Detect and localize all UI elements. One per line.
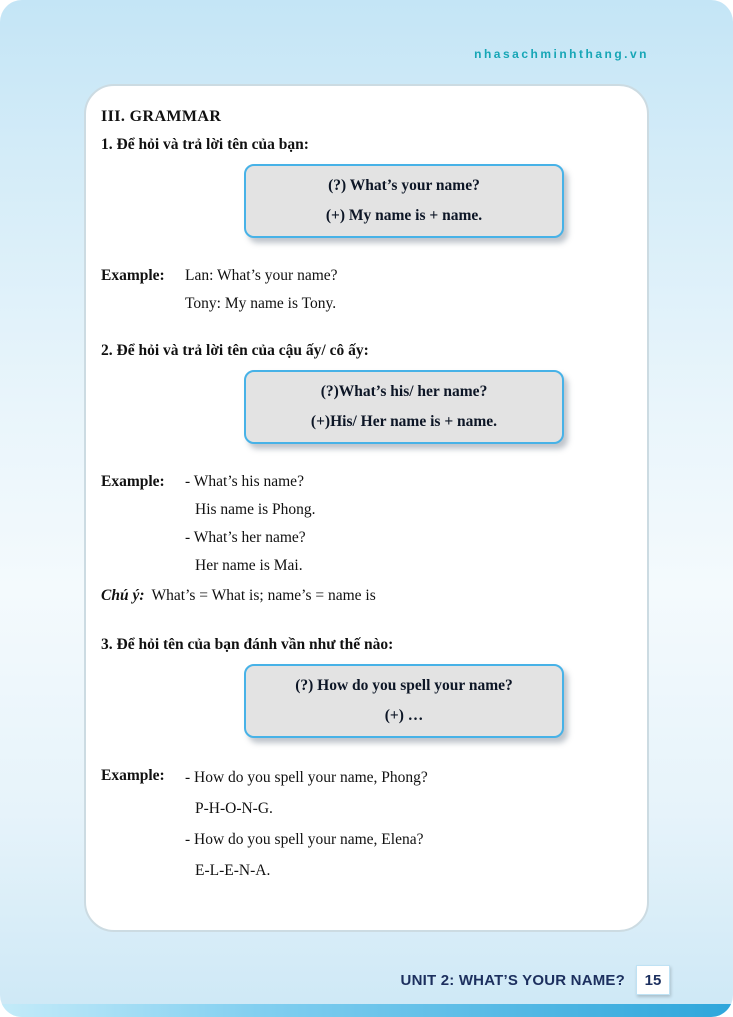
example-line: - What’s her name? (185, 529, 306, 546)
qa-box-3 (244, 664, 564, 738)
note (101, 584, 631, 608)
qa-box-1-question: (?) What’s your name? (328, 177, 480, 194)
example-line: P-H-O-N-G. (195, 800, 273, 817)
section-1-title: 1. Để hỏi và trả lời tên của bạn: (101, 136, 309, 153)
example-line: Lan: What’s your name? (185, 267, 338, 284)
grammar-heading: III. GRAMMAR (101, 108, 222, 125)
example-3-lines (185, 762, 428, 886)
example-3 (101, 762, 631, 886)
example-line: - How do you spell your name, Phong? (185, 769, 428, 786)
qa-box-2-answer: (+)His/ Her name is + name. (310, 413, 498, 430)
note-text: What’s = What is; name’s = name is (151, 587, 376, 604)
example-1-lines (185, 262, 338, 318)
section-2 (101, 342, 631, 608)
example-2-lines (185, 468, 316, 580)
example-1-label: Example: (101, 267, 165, 284)
qa-box-3-question: (?) How do you spell your name? (295, 677, 513, 694)
unit-title: UNIT 2: WHAT’S YOUR NAME? (400, 971, 625, 989)
example-line: - How do you spell your name, Elena? (185, 831, 424, 848)
page-footer (401, 965, 670, 995)
qa-box-1-answer: (+) My name is + name. (325, 207, 483, 224)
example-2 (101, 468, 631, 580)
example-1 (101, 262, 631, 318)
example-line: Tony: My name is Tony. (185, 295, 337, 312)
section-1 (101, 136, 631, 318)
page-number: 15 (636, 965, 670, 995)
qa-box-2 (244, 370, 564, 444)
example-line: Her name is Mai. (195, 557, 303, 574)
qa-box-1 (244, 164, 564, 238)
example-line: - What’s his name? (185, 473, 304, 490)
bottom-accent-bar (0, 1004, 733, 1017)
note-label: Chú ý: (101, 587, 145, 604)
example-2-label: Example: (101, 473, 165, 490)
qa-box-3-answer: (+) … (384, 707, 424, 724)
example-line: E-L-E-N-A. (195, 862, 271, 879)
example-line: His name is Phong. (195, 501, 316, 518)
section-2-title: 2. Để hỏi và trả lời tên của cậu ấy/ cô ấy: (101, 342, 369, 359)
section-3 (101, 636, 631, 886)
qa-box-2-question: (?)What’s his/ her name? (320, 383, 488, 400)
watermark: nhasachminhthang.vn (474, 47, 649, 61)
content-card (84, 84, 649, 932)
section-3-title: 3. Để hỏi tên của bạn đánh vần như thế nào: (101, 636, 394, 653)
example-3-label: Example: (101, 767, 165, 784)
